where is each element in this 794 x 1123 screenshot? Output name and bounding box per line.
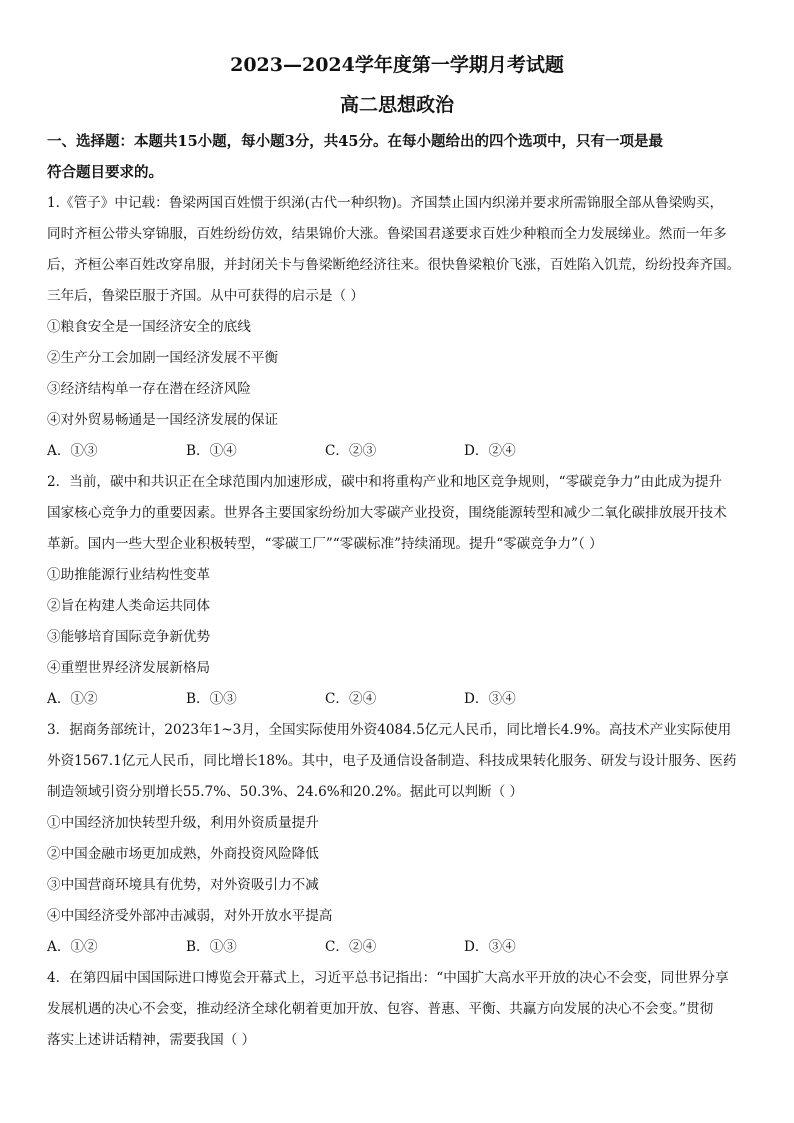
question-stem-line: 3．据商务部统计，2023年1~3月，全国实际使用外资4084.5亿元人民币，同比增长4.9%。高技术产业实际使用 xyxy=(47,722,732,738)
statement-option: ④中国经济受外部冲击减弱，对外开放水平提高 xyxy=(47,908,333,924)
question-stem-line: 制造领域引资分别增长55.7%、50.3%、24.6%和20.2%。据此可以判断（ ） xyxy=(47,784,524,800)
question-stem-line: 国家核心竞争力的重要因素。世界各主要国家纷纷加大零碳产业投资，围绕能源转型和减少二氧化碳排放展开技术 xyxy=(47,505,727,521)
exam-subject: 高二思想政治 xyxy=(339,94,454,116)
statement-option: ④重塑世界经济发展新格局 xyxy=(47,660,211,676)
statement-option: ③经济结构单一存在潜在经济风险 xyxy=(47,381,251,397)
statement-option: ①中国经济加快转型升级，利用外资质量提升 xyxy=(47,815,319,831)
statement-option: ①粮食安全是一国经济安全的底线 xyxy=(47,319,251,335)
question-stem-line: 后，齐桓公率百姓改穿帛服，并封闭关卡与鲁梁断绝经济往来。很快鲁梁粮价飞涨，百姓陷入饥荒，纷纷投奔齐国。 xyxy=(47,257,741,273)
answer-choices xyxy=(47,684,747,715)
choice-c: C．②③ xyxy=(325,443,377,459)
exam-title: 2023—2024学年度第一学期月考试题 xyxy=(230,54,564,76)
choice-d: D．③④ xyxy=(464,939,516,955)
section-heading-line: 符合题目要求的。 xyxy=(47,164,163,181)
question-stem-line: 发展机遇的决心不会变，推动经济全球化朝着更加开放、包容、普惠、平衡、共赢方向发展的决心不会变。”贯彻 xyxy=(47,1001,714,1017)
question-stem-line: 1.《管子》中记载：鲁梁两国百姓惯于织涕(古代一种织物)。齐国禁止国内织涕并要求所需锦服全部从鲁梁购买， xyxy=(47,195,724,211)
question-1 xyxy=(47,188,747,467)
choice-d: D．③④ xyxy=(464,691,516,707)
statement-option: ②中国金融市场更加成熟，外商投资风险降低 xyxy=(47,846,319,862)
statement-option: ③中国营商环境具有优势，对外资吸引力不减 xyxy=(47,877,319,893)
choice-c: C．②④ xyxy=(325,939,377,955)
question-stem-line: 三年后，鲁梁臣服于齐国。从中可获得的启示是（ ） xyxy=(47,288,364,304)
question-stem-line: 外资1567.1亿元人民币，同比增长18%。其中，电子及通信设备制造、科技成果转化服务、研发与设计服务、医药 xyxy=(47,753,737,769)
statement-option: ③能够培育国际竞争新优势 xyxy=(47,629,211,645)
question-3 xyxy=(47,715,747,963)
statement-option: ②生产分工会加剧一国经济发展不平衡 xyxy=(47,350,279,366)
statement-option: ①助推能源行业结构性变革 xyxy=(47,567,211,583)
section-heading-line: 一、选择题：本题共15小题，每小题3分，共45分。在每小题给出的四个选项中，只有一项是最 xyxy=(47,133,663,150)
choice-c: C．②④ xyxy=(325,691,377,707)
choice-a: A．①② xyxy=(47,939,98,955)
choice-b: B．①④ xyxy=(186,443,237,459)
question-stem-line: 落实上述讲话精神，需要我国（ ） xyxy=(47,1032,256,1048)
question-stem-line: 同时齐桓公带头穿锦服，百姓纷纷仿效，结果锦价大涨。鲁梁国君遂要求百姓少种粮而全力发展绨业。然而一年多 xyxy=(47,226,727,242)
question-stem-line: 2．当前，碳中和共识正在全球范围内加速形成，碳中和将重构产业和地区竞争规则，“零碳竞争力”由此成为提升 xyxy=(47,474,723,490)
statement-option: ②旨在构建人类命运共同体 xyxy=(47,598,211,614)
statement-option: ④对外贸易畅通是一国经济发展的保证 xyxy=(47,412,279,428)
answer-choices xyxy=(47,932,747,963)
question-stem-line: 4．在第四届中国国际进口博览会开幕式上，习近平总书记指出：“中国扩大高水平开放的决心不会变，同世界分享 xyxy=(47,970,729,986)
answer-choices xyxy=(47,436,747,467)
choice-a: A．①② xyxy=(47,691,98,707)
choice-a: A．①③ xyxy=(47,443,98,459)
question-2 xyxy=(47,467,747,715)
choice-b: B．①③ xyxy=(186,939,237,955)
question-4 xyxy=(47,963,747,1056)
section-heading xyxy=(47,126,747,188)
choice-b: B．①③ xyxy=(186,691,237,707)
question-stem-line: 革新。国内一些大型企业积极转型，“零碳工厂”“零碳标准”持续涌现。提升“零碳竞争力”（ ） xyxy=(47,536,603,552)
exam-page xyxy=(47,50,747,1056)
choice-d: D．②④ xyxy=(464,443,516,459)
